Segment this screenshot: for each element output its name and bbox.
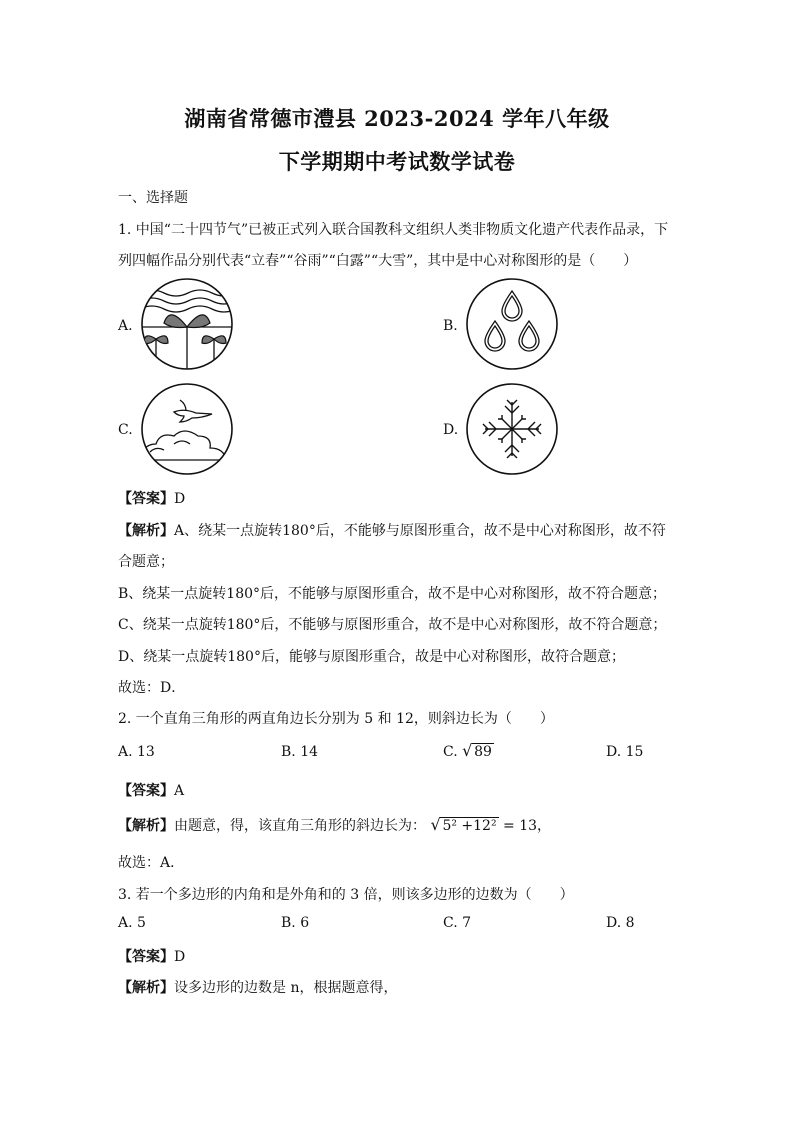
q2-answer: 【答案】A xyxy=(118,783,185,799)
q2-option-d: D. 15 xyxy=(606,744,644,760)
bird-cloud-icon xyxy=(140,382,234,476)
q1-analysis-line1: 【解析】A、绕某一点旋转180°后，不能够与原图形重合，故不是中心对称图形，故不符 xyxy=(118,523,666,539)
q1-option-b-label: B. xyxy=(443,318,458,334)
q1-option-a-label: A. xyxy=(118,318,133,334)
sqrt-formula: √ 5² +12² xyxy=(430,815,497,834)
section-heading: 一、选择题 xyxy=(118,190,188,206)
page-title-line1: 湖南省常德市澧县 2023-2024 学年八年级 xyxy=(184,106,610,131)
q1-text-line1: 1. 中国“二十四节气”已被正式列入联合国教科文组织人类非物质文化遗产代表作品录，下 xyxy=(118,222,669,238)
q1-conclusion: 故选：D． xyxy=(118,680,186,696)
q3-answer: 【答案】D xyxy=(118,949,186,965)
sqrt-symbol: √ 89 xyxy=(462,741,492,760)
q1-text-line2: 列四幅作品分别代表“立春”“谷雨”“白露”“大雪”，其中是中心对称图形的是（ ） xyxy=(118,253,638,269)
q1-analysis-d: D、绕某一点旋转180°后，能够与原图形重合，故是中心对称图形，故符合题意； xyxy=(118,649,625,665)
page-title-line2: 下学期期中考试数学试卷 xyxy=(278,149,516,174)
q1-analysis-line2: 合题意； xyxy=(118,554,174,570)
q1-answer: 【答案】D xyxy=(118,491,186,507)
raindrops-icon xyxy=(465,277,559,371)
q1-analysis-c: C、绕某一点旋转180°后，不能够与原图形重合，故不是中心对称图形，故不符合题意； xyxy=(118,617,667,633)
q3-option-c: C. 7 xyxy=(443,915,472,931)
q2-conclusion: 故选：A． xyxy=(118,855,185,871)
q3-analysis: 【解析】设多边形的边数是 n，根据题意得， xyxy=(118,980,398,996)
q2-text: 2. 一个直角三角形的两直角边长分别为 5 和 12，则斜边长为（ ） xyxy=(118,711,554,727)
q2-option-c: C. √ 89 xyxy=(443,741,492,760)
q1-option-d-label: D. xyxy=(443,422,459,438)
sprout-icon xyxy=(140,277,234,371)
q2-option-a: A. 13 xyxy=(118,744,155,760)
snowflake-icon xyxy=(465,382,559,476)
q2-option-b: B. 14 xyxy=(281,744,319,760)
q1-option-c-label: C. xyxy=(118,422,133,438)
q3-option-b: B. 6 xyxy=(281,915,310,931)
q2-analysis: 【解析】由题意，得，该直角三角形的斜边长为： √ 5² +12² = 13， xyxy=(118,815,552,834)
q3-option-d: D. 8 xyxy=(606,915,635,931)
q3-option-a: A. 5 xyxy=(118,915,146,931)
q3-text: 3. 若一个多边形的内角和是外角和的 3 倍，则该多边形的边数为（ ） xyxy=(118,887,574,903)
q1-analysis-b: B、绕某一点旋转180°后，不能够与原图形重合，故不是中心对称图形，故不符合题意； xyxy=(118,586,667,602)
